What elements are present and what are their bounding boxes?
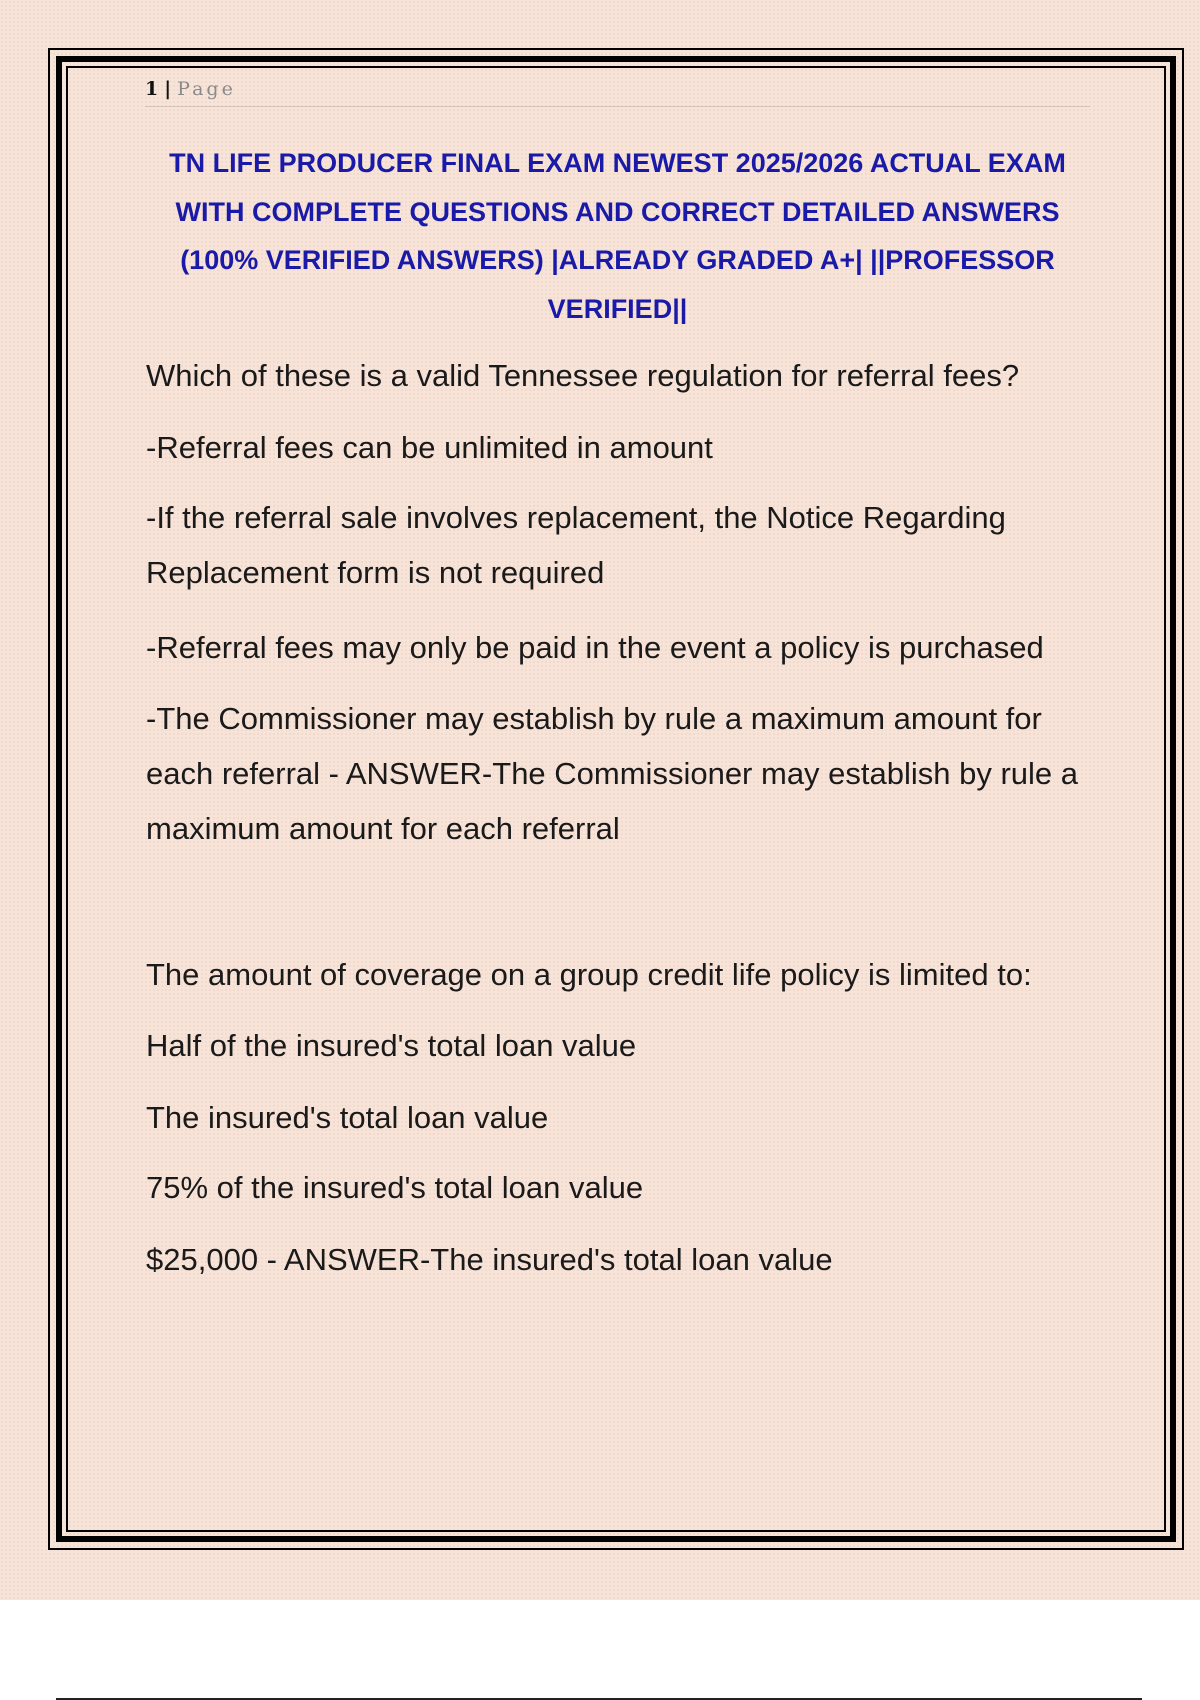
question-1-option-2: -If the referral sale involves replacement, the Notice Regarding Replacement form is not required — [146, 500, 1006, 590]
question-1-option-3: -Referral fees may only be paid in the event a policy is purchased — [146, 630, 1044, 665]
question-2-option-1: Half of the insured's total loan value — [146, 1028, 637, 1063]
question-2-option-2: The insured's total loan value — [146, 1100, 549, 1135]
question-2-option-4-answer: $25,000 - ANSWER-The insured's total loan value — [146, 1242, 833, 1277]
page-header-separator: | — [164, 78, 172, 100]
question-1-option-4-answer: -The Commissioner may establish by rule a maximum amount for each referral - ANSWER-The Commissioner may establish by rule a maximum amount for each referral — [146, 701, 1079, 846]
page-word: Page — [177, 78, 236, 100]
page-number: 1 — [145, 78, 159, 100]
question-2-option-3: 75% of the insured's total loan value — [146, 1170, 644, 1205]
question-1-text: Which of these is a valid Tennessee regulation for referral fees? — [146, 358, 1020, 393]
question-1-option-1: -Referral fees can be unlimited in amount — [146, 430, 713, 465]
document-title: TN LIFE PRODUCER FINAL EXAM NEWEST 2025/2026 ACTUAL EXAM WITH COMPLETE QUESTIONS AND CORRECT DETAILED ANSWERS (100% VERIFIED ANSWERS) |ALREADY GRADED A+| ||PROFESSOR VERIFIED|| — [169, 148, 1066, 324]
question-2-text: The amount of coverage on a group credit life policy is limited to: — [146, 957, 1032, 992]
page-header — [145, 74, 1090, 107]
